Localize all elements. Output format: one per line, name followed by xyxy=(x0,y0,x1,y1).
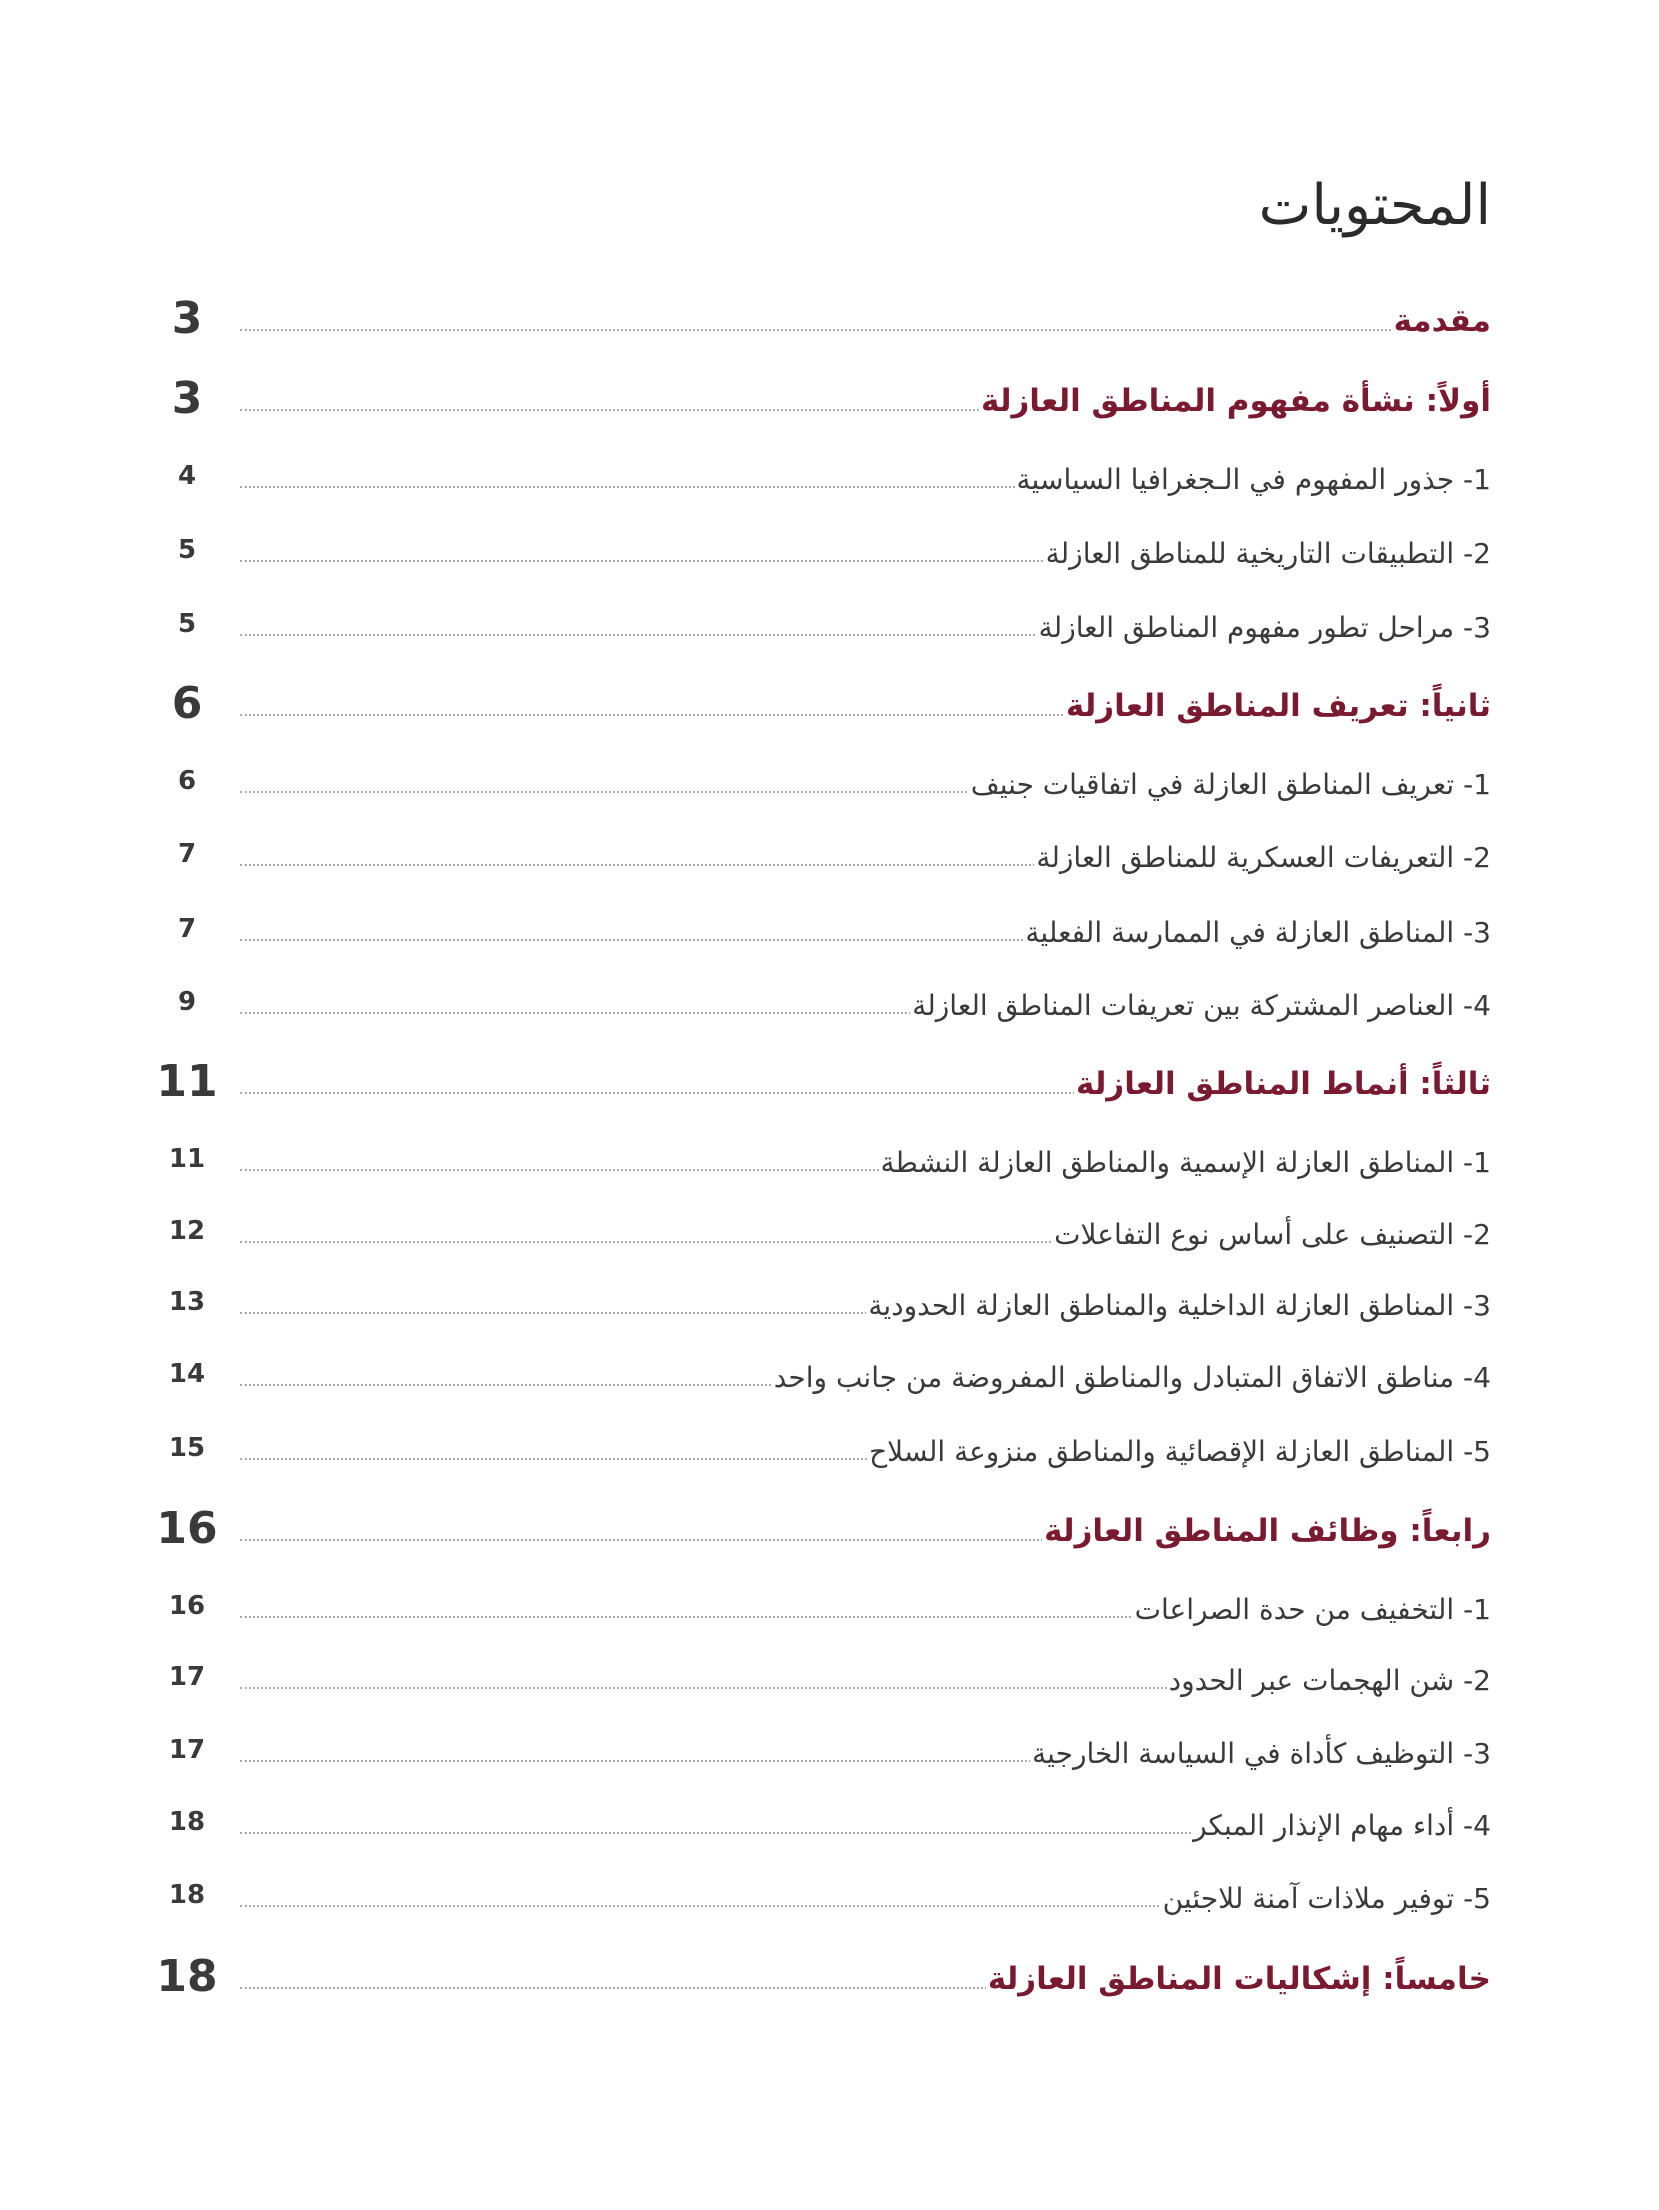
toc-page-number: 3 xyxy=(171,373,203,424)
toc-subsection-title: 1- المناطق العازلة الإسمية والمناطق العازلة النشطة xyxy=(880,1146,1491,1179)
toc-subsection-title: 2- التصنيف على أساس نوع التفاعلات xyxy=(1054,1218,1491,1251)
dot-leader xyxy=(240,329,1491,331)
toc-subsection-title: 1- جذور المفهوم في الـجغرافيا السياسية xyxy=(1016,463,1491,496)
toc-entry[interactable] xyxy=(240,1861,1491,1921)
toc-page-number: 4 xyxy=(177,461,197,491)
toc-subsection-title: 2- شن الهجمات عبر الحدود xyxy=(1168,1664,1491,1697)
toc-entry[interactable] xyxy=(240,747,1491,807)
toc-entry[interactable] xyxy=(240,1943,1491,2003)
toc-entry[interactable] xyxy=(240,1572,1491,1632)
toc-page-number: 14 xyxy=(168,1359,206,1389)
toc-page-number: 18 xyxy=(156,1951,218,2002)
toc-entry[interactable] xyxy=(240,1495,1491,1555)
toc-entry[interactable] xyxy=(240,442,1491,502)
toc-entry[interactable] xyxy=(240,590,1491,650)
toc-page-number: 6 xyxy=(171,678,203,729)
toc-entry[interactable] xyxy=(240,1716,1491,1776)
toc-entry[interactable] xyxy=(240,1125,1491,1185)
toc-page-number: 17 xyxy=(168,1662,206,1692)
toc-entry[interactable] xyxy=(240,820,1491,880)
toc-subsection-title: 4- مناطق الاتفاق المتبادل والمناطق المفروضة من جانب واحد xyxy=(773,1361,1491,1394)
toc-subsection-title: 3- مراحل تطور مفهوم المناطق العازلة xyxy=(1038,611,1491,644)
toc-entry[interactable] xyxy=(240,516,1491,576)
toc-subsection-title: 1- التخفيف من حدة الصراعات xyxy=(1134,1593,1491,1626)
toc-entry[interactable] xyxy=(240,1643,1491,1703)
toc-subsection-title: 5- المناطق العازلة الإقصائية والمناطق منزوعة السلاح xyxy=(869,1435,1491,1468)
toc-section-title: ثالثاً: أنماط المناطق العازلة xyxy=(1075,1066,1491,1102)
toc-entry[interactable] xyxy=(240,1197,1491,1257)
toc-page-number: 7 xyxy=(177,914,197,944)
toc-page-number: 5 xyxy=(177,535,197,565)
toc-section-title: رابعاً: وظائف المناطق العازلة xyxy=(1044,1513,1491,1549)
toc-entry[interactable] xyxy=(240,895,1491,955)
toc-page-number: 6 xyxy=(177,766,197,796)
toc-page-number: 16 xyxy=(168,1591,206,1621)
toc-subsection-title: 3- التوظيف كأداة في السياسة الخارجية xyxy=(1032,1737,1491,1770)
toc-entry[interactable] xyxy=(240,1340,1491,1400)
toc-entry[interactable] xyxy=(240,285,1491,345)
toc-page-number: 7 xyxy=(177,839,197,869)
toc-subsection-title: 5- توفير ملاذات آمنة للاجئين xyxy=(1162,1882,1491,1915)
toc-section-title: أولاً: نشأة مفهوم المناطق العازلة xyxy=(981,383,1491,419)
toc-entry[interactable] xyxy=(240,670,1491,730)
toc-section-title: مقدمة xyxy=(1393,303,1491,339)
toc-page-number: 3 xyxy=(171,293,203,344)
toc-page-number: 5 xyxy=(177,609,197,639)
toc-subsection-title: 3- المناطق العازلة الداخلية والمناطق العازلة الحدودية xyxy=(868,1289,1491,1322)
toc-subsection-title: 2- التعريفات العسكرية للمناطق العازلة xyxy=(1036,841,1491,874)
toc-subsection-title: 4- أداء مهام الإنذار المبكر xyxy=(1193,1809,1491,1842)
toc-section-title: ثانياً: تعريف المناطق العازلة xyxy=(1065,688,1491,724)
toc-page-number: 11 xyxy=(168,1144,206,1174)
toc-section-title: خامساً: إشكاليات المناطق العازلة xyxy=(987,1961,1491,1997)
toc-subsection-title: 2- التطبيقات التاريخية للمناطق العازلة xyxy=(1045,537,1491,570)
page-title: المحتويات xyxy=(1258,173,1491,238)
toc-page-number: 17 xyxy=(168,1735,206,1765)
toc-subsection-title: 3- المناطق العازلة في الممارسة الفعلية xyxy=(1025,916,1491,949)
toc-entry[interactable] xyxy=(240,1788,1491,1848)
toc-page-number: 12 xyxy=(168,1216,206,1246)
toc-entry[interactable] xyxy=(240,968,1491,1028)
toc-page-number: 15 xyxy=(168,1433,206,1463)
toc-page-number: 16 xyxy=(156,1503,218,1554)
toc-entry[interactable] xyxy=(240,1414,1491,1474)
toc-entry[interactable] xyxy=(240,1048,1491,1108)
toc-subsection-title: 1- تعريف المناطق العازلة في اتفاقيات جنيف xyxy=(970,768,1491,801)
toc-page-number: 18 xyxy=(168,1880,206,1910)
toc-entry[interactable] xyxy=(240,1268,1491,1328)
toc-page-number: 9 xyxy=(177,987,197,1017)
toc-page-number: 13 xyxy=(168,1287,206,1317)
toc-subsection-title: 4- العناصر المشتركة بين تعريفات المناطق العازلة xyxy=(912,989,1491,1022)
toc-page-number: 11 xyxy=(156,1056,218,1107)
toc-page-number: 18 xyxy=(168,1807,206,1837)
toc-entry[interactable] xyxy=(240,365,1491,425)
